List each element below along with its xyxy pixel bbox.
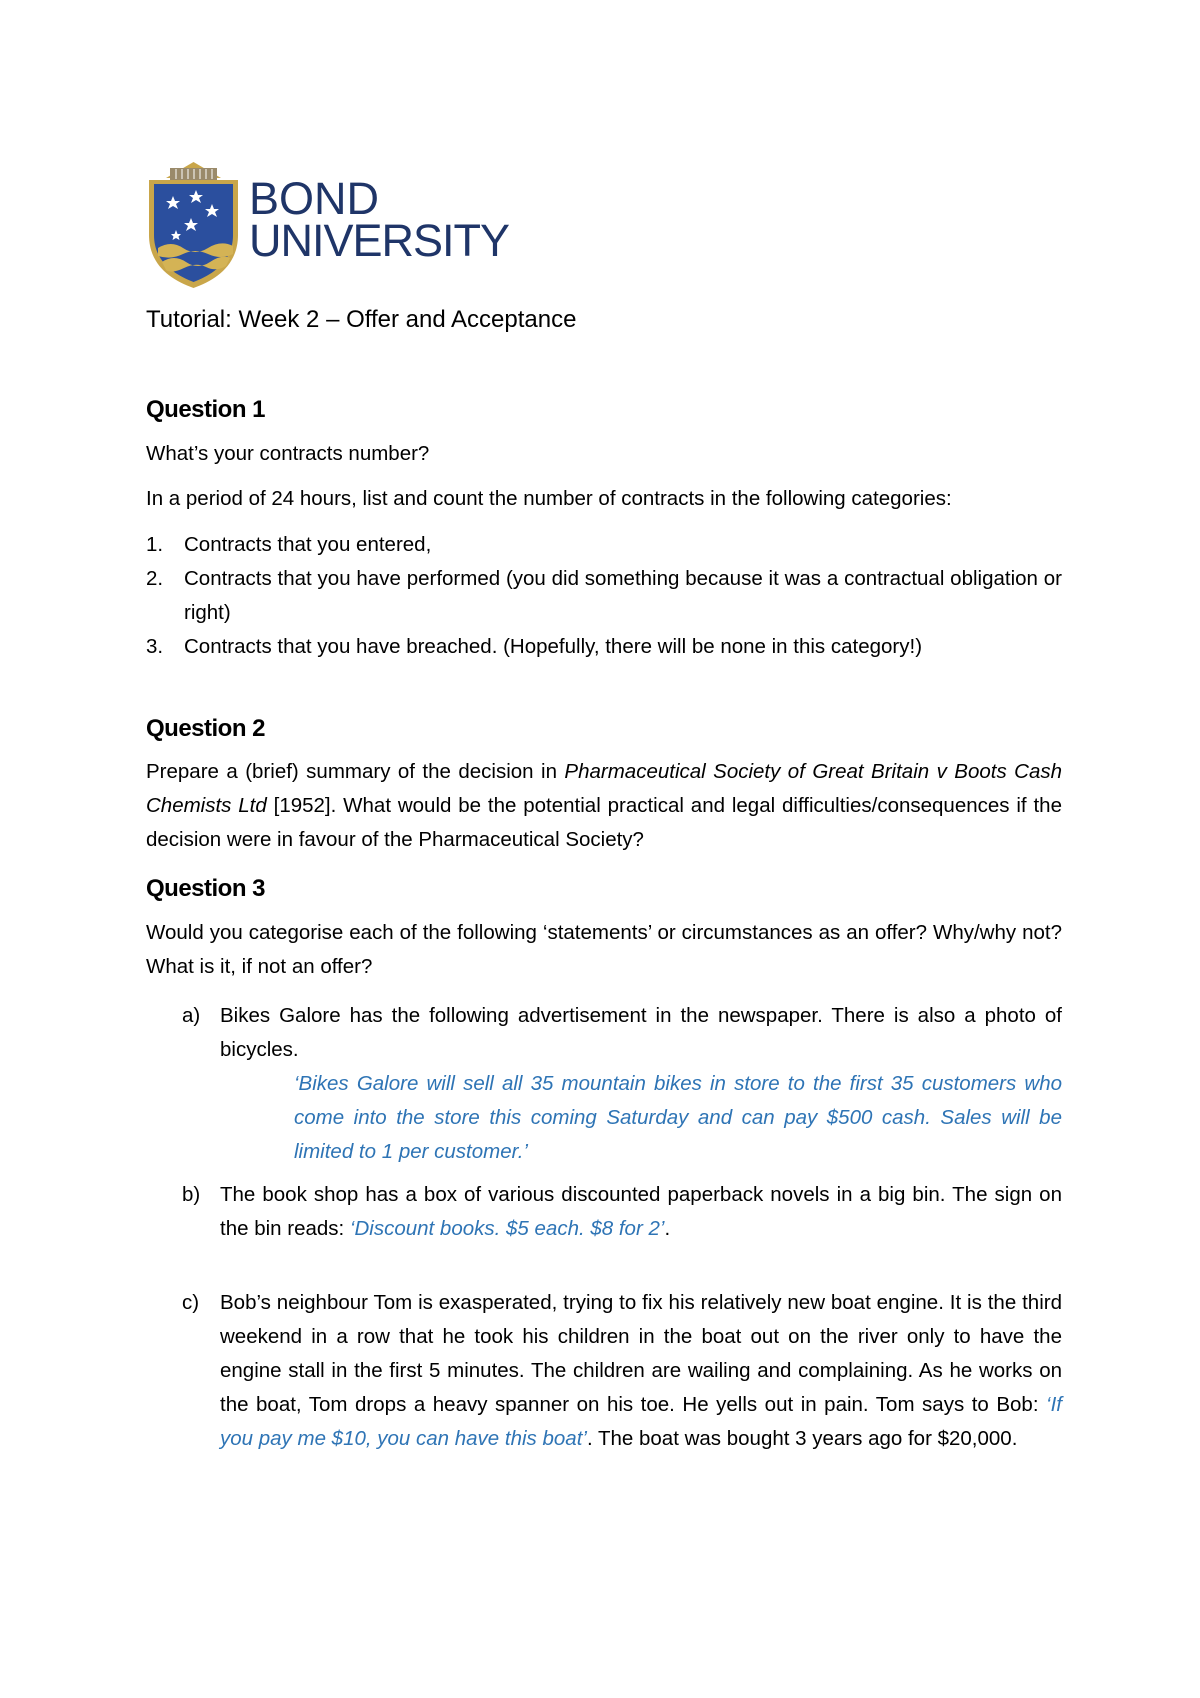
question-3-heading: Question 3: [146, 875, 266, 902]
case-name: Pharmaceutical Society of Great Britain v Boots Cash Chemists Ltd: [146, 760, 1062, 817]
crest-icon: [146, 140, 241, 290]
list-item-label: c): [182, 1291, 200, 1314]
list-item-label: a): [182, 1004, 201, 1027]
list-item-number: 2.: [146, 567, 164, 590]
question-2-text-after: [1952]. What would be the potential practical and legal difficulties/consequences if the decision were in favour of the Pharmaceutical Society?: [146, 794, 1062, 851]
question-3-item-a: [146, 999, 1062, 1169]
university-name: [249, 173, 510, 266]
question-3-item-c: [146, 1286, 1062, 1456]
question-2-text: [146, 755, 1062, 857]
list-item-text: Bikes Galore has the following advertisement in the newspaper. There is also a photo of bicycles.: [220, 1004, 1062, 1061]
university-name-line2: UNIVERSITY: [249, 215, 510, 266]
sign-quote: ‘Discount books. $5 each. $8 for 2’: [349, 1217, 665, 1240]
offer-quote: ‘If you pay me $10, you can have this boat’: [220, 1393, 1062, 1450]
list-item-label: b): [182, 1183, 201, 1206]
question-1-list: [146, 528, 1062, 664]
list-item-text: Contracts that you have performed (you did something because it was a contractual obligation or right): [184, 567, 1062, 624]
question-1-line-1: What’s your contracts number?: [146, 442, 430, 465]
question-2-text-before: Prepare a (brief) summary of the decision in: [146, 760, 565, 783]
list-item-text: Contracts that you have breached. (Hopefully, there will be none in this category!): [184, 635, 923, 658]
list-item-text-before: Bob’s neighbour Tom is exasperated, trying to fix his relatively new boat engine. It is the third weekend in a row that he took his children in the boat out on the river only to have the engine stall in the first 5 minutes. The children are wailing and complaining. As he works on the boat, Tom drops a heavy spanner on his toe. He yells out in pain. Tom says to Bob:: [220, 1291, 1062, 1416]
list-item: [146, 1286, 1062, 1456]
list-item-text: Contracts that you entered,: [184, 533, 432, 556]
list-item: [146, 528, 1062, 562]
list-item: [146, 630, 1062, 664]
question-1-line-2: In a period of 24 hours, list and count the number of contracts in the following categories:: [146, 487, 952, 510]
list-item-number: 1.: [146, 533, 164, 556]
question-1-heading: Question 1: [146, 396, 266, 423]
list-item-text-before: The book shop has a box of various discounted paperback novels in a big bin. The sign on the bin reads:: [220, 1183, 1062, 1240]
list-item: [146, 999, 1062, 1067]
list-item-number: 3.: [146, 635, 164, 658]
question-3-intro: Would you categorise each of the following ‘statements’ or circumstances as an offer? Why/why not? What is it, if not an offer?: [146, 921, 1062, 978]
question-2-heading: Question 2: [146, 715, 266, 742]
page-title: Tutorial: Week 2 – Offer and Acceptance: [146, 306, 577, 333]
question-3-item-b: [146, 1178, 1062, 1246]
university-name-line1: BOND: [249, 173, 380, 224]
list-item: [146, 562, 1062, 630]
list-item-text-after: . The boat was bought 3 years ago for $20,000.: [586, 1427, 1018, 1450]
list-item-text-after: .: [664, 1217, 671, 1240]
advertisement-quote: ‘Bikes Galore will sell all 35 mountain bikes in store to the first 35 customers who come into the store this coming Saturday and can pay $500 cash. Sales will be limited to 1 per customer.’: [294, 1072, 1062, 1163]
list-item: [146, 1178, 1062, 1246]
bond-university-logo: [146, 140, 526, 300]
